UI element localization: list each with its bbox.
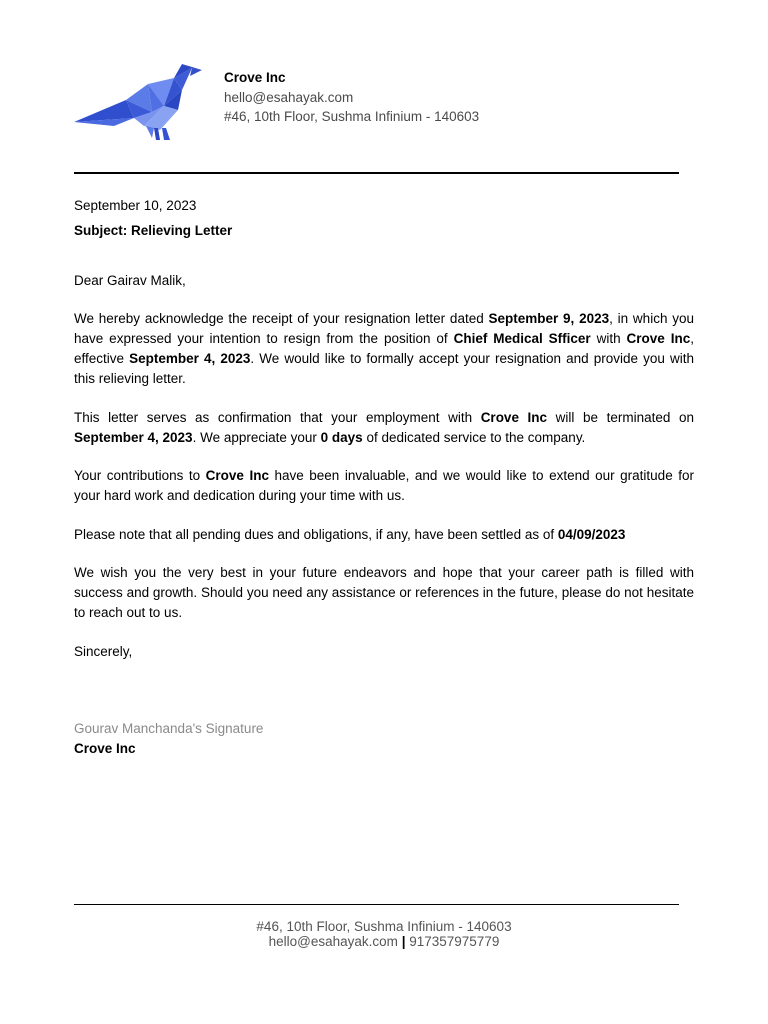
text-run: with (590, 331, 627, 346)
footer-separator: | (401, 934, 406, 949)
text-run: This letter serves as confirmation that your employment with (74, 409, 481, 425)
paragraph-dues (74, 525, 694, 545)
text-run: . We would like to formally accept your resignation and provide you with this relieving letter. (74, 351, 694, 386)
text-run: , in which you have expressed your intention to resign from the position of (74, 311, 694, 346)
crow-logo-icon (74, 60, 204, 142)
company-ref: Crove Inc (480, 409, 548, 425)
text-run: Please note that all pending dues and obligations, if any, have been settled as of (74, 526, 558, 542)
letter-footer (0, 919, 768, 949)
paragraph-wishes: We wish you the very best in your future endeavors and hope that your career path is filled with success and growth. Should you need any assistance or references in the future, please do not hesitate to reach out to us. (74, 565, 694, 620)
company-address: #46, 10th Floor, Sushma Infinium - 140603 (224, 109, 480, 124)
letter-body (74, 196, 694, 759)
footer-phone: 917357975779 (409, 934, 500, 949)
letter-greeting: Dear Gairav Malik, (74, 273, 186, 288)
signer-company (74, 739, 694, 759)
company-ref: Crove Inc (626, 331, 691, 346)
settlement-date: 04/09/2023 (557, 526, 626, 542)
company-header (224, 68, 479, 127)
position-title: Chief Medical Sfficer (453, 331, 591, 346)
text-run: of dedicated service to the company. (362, 429, 586, 445)
letter-subject: Subject: Relieving Letter (74, 223, 233, 238)
text-run: . We appreciate your (192, 429, 321, 445)
letter-date: September 10, 2023 (74, 198, 197, 213)
company-name: Crove Inc (224, 70, 286, 85)
header-divider (74, 172, 679, 174)
paragraph-gratitude (74, 466, 694, 506)
signer-company-name: Crove Inc (74, 740, 136, 756)
text-run: Your contributions to (74, 468, 206, 483)
paragraph-confirmation (74, 408, 694, 448)
footer-email: hello@esahayak.com (268, 934, 398, 949)
footer-divider (74, 904, 679, 905)
company-email: hello@esahayak.com (224, 89, 354, 105)
termination-date: September 4, 2023 (74, 429, 193, 445)
company-ref: Crove Inc (205, 468, 269, 483)
signature-placeholder: Gourav Manchanda's Signature (74, 720, 264, 736)
effective-date: September 4, 2023 (129, 351, 251, 366)
text-run: have been invaluable, and we would like to extend our gratitude for your hard work and dedication during your time with us. (74, 468, 694, 503)
letter-closing: Sincerely, (74, 643, 133, 659)
text-run: , effective (74, 331, 694, 366)
text-run: will be terminated on (547, 409, 694, 425)
footer-address: #46, 10th Floor, Sushma Infinium - 140603 (256, 919, 512, 934)
resignation-date: September 9, 2023 (488, 311, 610, 326)
footer-contact (0, 934, 768, 949)
text-run: We hereby acknowledge the receipt of your resignation letter dated (74, 311, 489, 326)
paragraph-resignation (74, 309, 694, 389)
service-duration: 0 days (320, 429, 363, 445)
